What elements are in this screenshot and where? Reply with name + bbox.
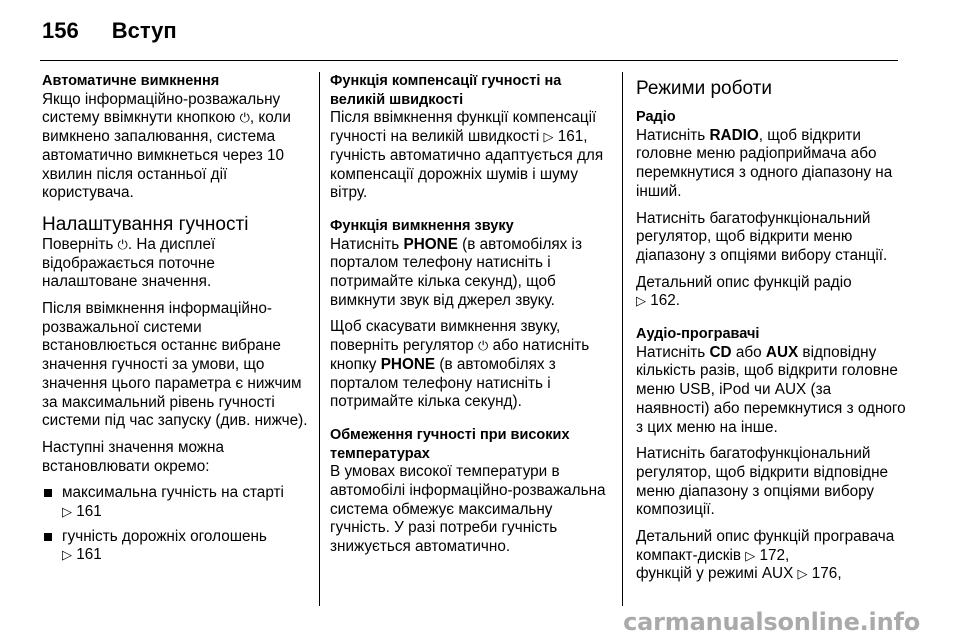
volume-list bbox=[42, 484, 310, 565]
radio-heading: Радіо bbox=[636, 109, 676, 125]
volume-heading: Налаштування гучності bbox=[42, 213, 249, 235]
auto-off-heading: Автоматичне вимкнення bbox=[42, 73, 220, 89]
rotary-knob-icon: ⏻ bbox=[117, 236, 128, 252]
mute-paragraph-1: Натисніть PHONE (в автомобілях із порталом телефону натисніть і потримайте кілька секунд), щоб вимкнути звук від джерел звуку. bbox=[330, 235, 582, 309]
radio-paragraph-1: Натисніть RADIO, щоб відкрити головне меню радіоприймача або перемкнутися з одного діапазону на інший. bbox=[636, 126, 893, 200]
bullet-icon bbox=[44, 489, 52, 497]
list-item: максимальна гучність на старті ▷ 161 bbox=[42, 484, 310, 521]
column-2 bbox=[330, 72, 608, 565]
column-divider bbox=[622, 72, 623, 606]
temp-heading: Обмеження гучності при високих температурах bbox=[330, 426, 570, 462]
modes-heading: Режими роботи bbox=[636, 78, 772, 99]
volume-paragraph-2: Після ввімкнення інформаційно-розважальної системи встановлюється останнє вибране значення гучності за умови, що значення цього параметра є нижчим за максимальний рівень гучності системи під час запуску (див. нижче). bbox=[42, 300, 308, 430]
column-1 bbox=[42, 72, 310, 571]
power-button-icon: ⏻ bbox=[239, 110, 250, 126]
radio-paragraph-2: Натисніть багатофункціональний регулятор, щоб відкрити меню діапазону з опціями вибору станції. bbox=[636, 209, 888, 264]
header-rule bbox=[40, 60, 898, 61]
speed-text: Після ввімкнення функції компенсації гучності на великій швидкості ▷ 161, гучність автоматично адаптується для компенсації дорожніх шумів і шуму вітру. bbox=[330, 109, 604, 202]
arrow-ref-icon: ▷ bbox=[745, 547, 756, 563]
arrow-ref-icon: ▷ bbox=[62, 547, 72, 563]
rotary-knob-icon: ⏻ bbox=[478, 338, 489, 354]
audio-heading: Аудіо-програвачі bbox=[636, 326, 760, 343]
volume-paragraph-3: Наступні значення можна встановлювати окремо: bbox=[42, 438, 224, 475]
page-number: 156 bbox=[42, 18, 79, 43]
mute-heading: Функція вимкнення звуку bbox=[330, 217, 514, 234]
page-header bbox=[42, 18, 177, 48]
mute-paragraph-2: Щоб скасувати вимкнення звуку, поверніть регулятор ⏻ або натисніть кнопку PHONE (в автомобілях з порталом телефону натисніть і потримайте кілька секунд). bbox=[330, 318, 590, 411]
arrow-ref-icon: ▷ bbox=[543, 129, 554, 145]
list-item: гучність дорожніх оголошень ▷ 161 bbox=[42, 528, 310, 565]
volume-paragraph-1: Поверніть ⏻. На дисплеї відображається поточне налаштоване значення. bbox=[42, 235, 216, 291]
watermark: carmanualsonline.info bbox=[623, 608, 920, 636]
bullet-icon bbox=[44, 533, 52, 541]
column-3 bbox=[636, 72, 908, 592]
speed-heading: Функція компенсації гучності на великій швидкості bbox=[330, 73, 562, 108]
arrow-ref-icon: ▷ bbox=[636, 293, 646, 309]
page-title: Вступ bbox=[111, 18, 177, 43]
auto-off-text: Якщо інформаційно-розважальну систему ввімкнути кнопкою ⏻, коли вимкнено запалювання, система автоматично вимкнеться через 10 хвилин після останньої дії користувача. bbox=[42, 90, 291, 202]
arrow-ref-icon: ▷ bbox=[62, 504, 72, 520]
radio-paragraph-3: Детальний опис функцій радіо ▷ 162. bbox=[636, 273, 852, 310]
audio-paragraph-1: Натисніть CD або AUX відповідну кількість разів, щоб відкрити головне меню USB, iPod чи AUX (за наявності) або перемкнутися з одного з цих меню на інше. bbox=[636, 343, 906, 436]
arrow-ref-icon: ▷ bbox=[797, 566, 808, 582]
temp-text: В умовах високої температури в автомобілі інформаційно-розважальна система обмежує максимальну гучність. У разі потреби гучність знижується автоматично. bbox=[330, 463, 606, 556]
audio-paragraph-3: Детальний опис функцій програвача компакт-дисків ▷ 172, функцій у режимі AUX ▷ 176, bbox=[636, 528, 895, 583]
column-divider bbox=[319, 72, 320, 606]
audio-paragraph-2: Натисніть багатофункціональний регулятор, щоб відкрити відповідне меню діапазону з опціями вибору композиції. bbox=[636, 445, 889, 519]
